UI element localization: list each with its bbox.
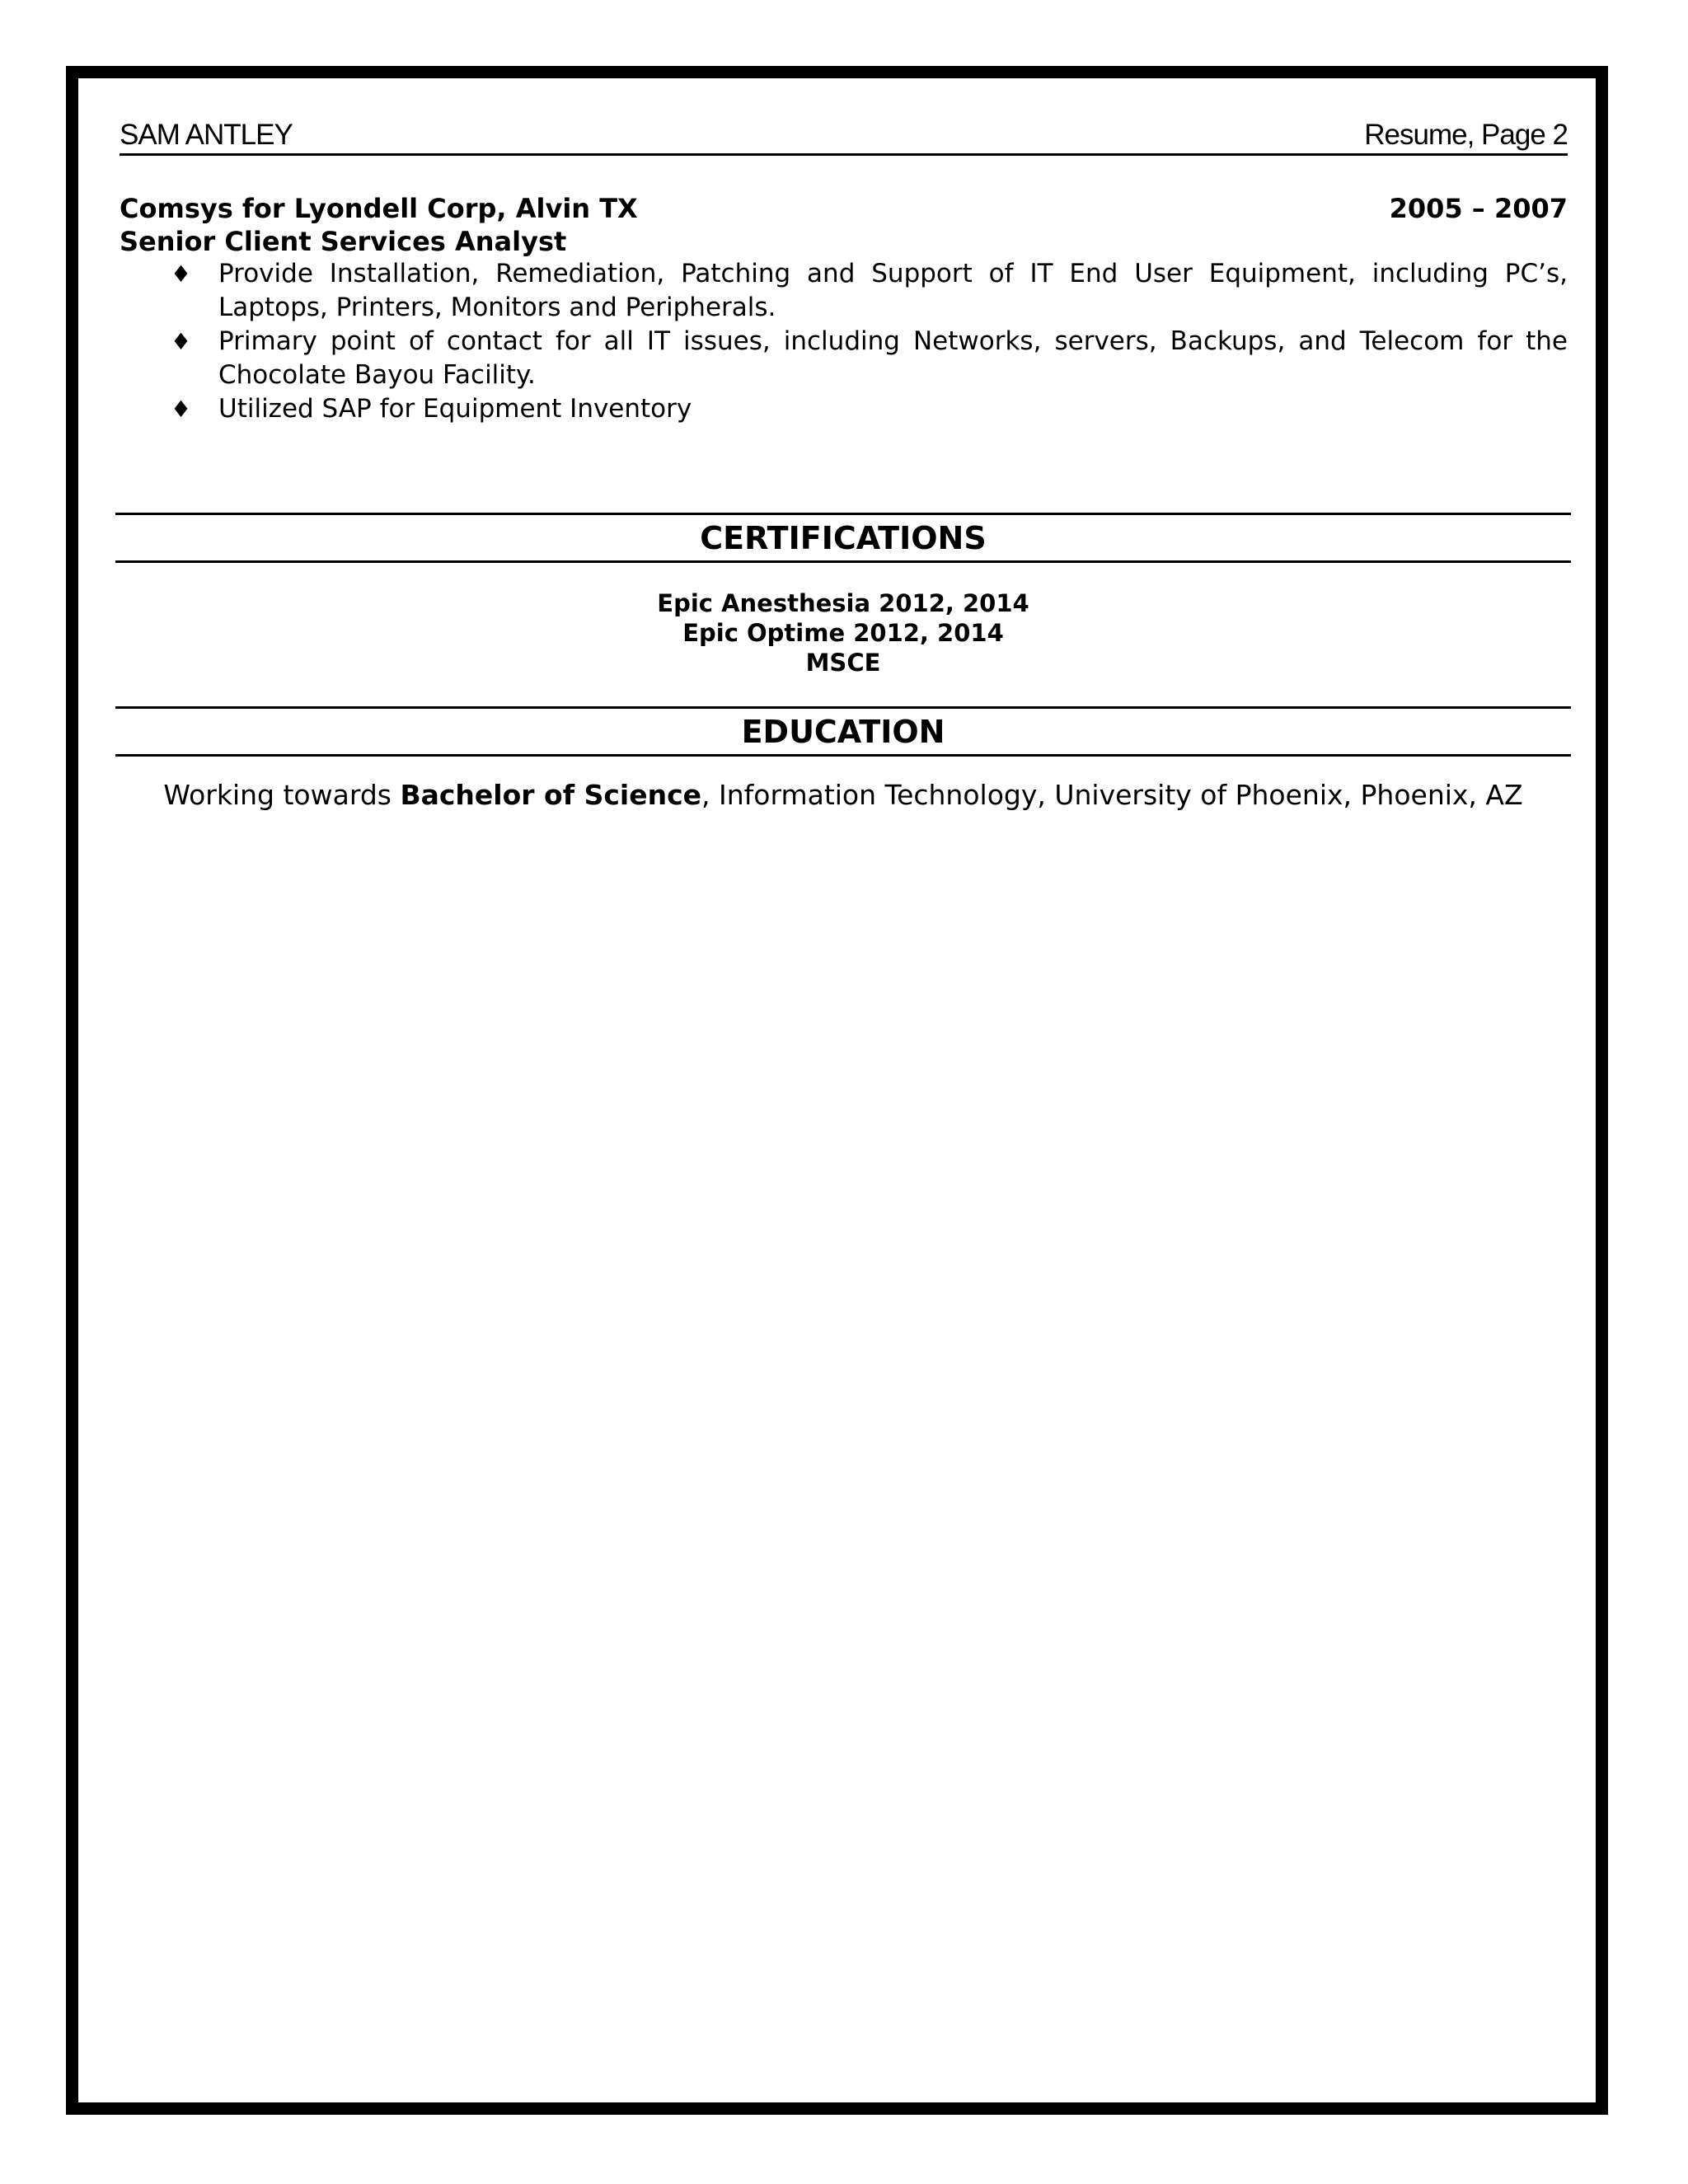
job-dates: 2005 – 2007 xyxy=(1389,193,1568,224)
education-entry xyxy=(115,778,1571,813)
duty-text: Provide Installation, Remediation, Patching and Support of IT End User Equipment, including PC’s, Laptops, Printers, Monitors and Peripherals. xyxy=(218,259,1568,322)
job-heading xyxy=(120,192,1568,225)
certification-item: MSCE xyxy=(805,649,881,677)
education-heading: EDUCATION xyxy=(741,714,945,750)
section-divider xyxy=(115,513,1571,515)
certification-item: Epic Anesthesia 2012, 2014 xyxy=(657,589,1029,617)
certifications-list xyxy=(115,588,1571,677)
page-label: Resume, Page 2 xyxy=(1364,119,1568,151)
diamond-bullet-icon: ♦ xyxy=(171,260,192,288)
job-company: Comsys for Lyondell Corp, Alvin TX xyxy=(120,193,638,224)
diamond-bullet-icon: ♦ xyxy=(171,396,192,423)
education-prefix: Working towards xyxy=(163,779,401,811)
duty-text: Utilized SAP for Equipment Inventory xyxy=(218,394,692,424)
certifications-heading: CERTIFICATIONS xyxy=(700,520,987,556)
section-divider xyxy=(115,706,1571,709)
section-divider xyxy=(115,560,1571,563)
page-header xyxy=(120,117,1568,156)
section-divider xyxy=(115,754,1571,757)
education-details: , Information Technology, University of Phoenix, Phoenix, AZ xyxy=(701,779,1523,811)
list-item xyxy=(120,257,1568,325)
education-degree: Bachelor of Science xyxy=(400,779,702,811)
candidate-name: SAM ANTLEY xyxy=(120,119,293,151)
list-item xyxy=(120,325,1568,392)
duty-text: Primary point of contact for all IT issues, including Networks, servers, Backups, and Telecom for the Chocolate Bayou Facility. xyxy=(218,326,1568,390)
certification-item: Epic Optime 2012, 2014 xyxy=(682,619,1004,647)
job-title: Senior Client Services Analyst xyxy=(120,226,567,257)
diamond-bullet-icon: ♦ xyxy=(171,328,192,355)
job-duties-list xyxy=(120,257,1568,426)
list-item xyxy=(120,392,1568,426)
